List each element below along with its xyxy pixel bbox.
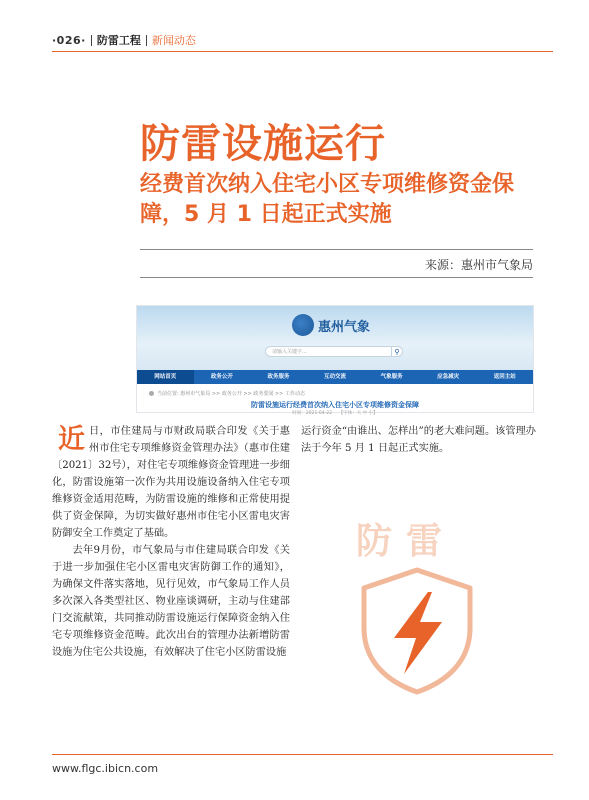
website-nav-item: 政务服务 (267, 374, 290, 380)
website-nav-item: 互动交流 (324, 374, 347, 380)
source-rule-bottom (140, 277, 533, 278)
watermark-text: 防雷 (356, 521, 457, 562)
body-paragraph-3: 运行资金“由谁出、怎样出”的老大难问题。该管理办法于今年 5 月 1 日起正式实施。 (301, 426, 536, 454)
footer-url: www.flgc.ibicn.com (52, 762, 159, 775)
website-logo-text: 惠州气象 (318, 319, 371, 335)
section-name: 新闻动态 (151, 34, 196, 47)
body-column-right (301, 423, 536, 457)
website-nav-item: 气象服务 (380, 374, 403, 380)
location-icon (149, 391, 154, 396)
header-divider (146, 35, 147, 46)
search-icon: ⚲ (391, 346, 403, 357)
article-title: 防雷设施运行 (140, 121, 386, 167)
lightning-shield-icon (358, 566, 476, 696)
body-paragraph-2: 去年9月份，市气象局与市住建局联合印发《关于进一步加强住宅小区雷电灾害防御工作的通知》，为确保文件落实落地，见行见效，市气象局工作人员多次深入各类型社区、物业座谈调研，主动与住建部门交流献策，共同推动防雷设施运行保障资金纳入住宅专项维修资金范畴。此次出台的管理办法新增防雷设施为住宅公共设施，有效解决了住宅小区防雷设施 (52, 545, 290, 658)
source-name: 惠州市气象局 (460, 258, 533, 272)
source-label: 来源： (424, 258, 461, 272)
website-nav-item: 网站首页 (137, 370, 194, 384)
website-screenshot (137, 306, 533, 416)
breadcrumb-text: 当前位置: 惠州市气象局 >> 政务公开 >> 政务要闻 >> 工作动态 (157, 391, 305, 397)
website-nav-item: 返回主站 (493, 374, 516, 380)
website-breadcrumb (149, 390, 305, 397)
drop-cap: 近 (58, 424, 85, 455)
header-rule (52, 51, 553, 52)
weather-logo-icon (292, 314, 314, 336)
website-logo (292, 314, 370, 336)
page-number: ·026· (52, 33, 86, 47)
article-subtitle: 经费首次纳入住宅小区专项维修资金保障，5 月 1 日起正式实施 (140, 172, 515, 227)
footer-rule (52, 754, 553, 755)
page-header (52, 32, 196, 48)
website-article-title: 防雷设施运行经费首次纳入住宅小区专项维修资金保障 (251, 401, 419, 409)
paragraph-1-text: 日，市住建局与市财政局联合印发《关于惠州市住宅专项维修资金管理办法》（惠市住建〔2021〕32号），对住宅专项维修资金管理进一步细化，防雷设施第一次作为共用设施设备纳入住宅专项维修资金适用范畴，为防雷设施的维修和正常使用提供了资金保障，为切实做好惠州市住宅小区雷电灾害防御安全工作奠定了基础。 (52, 426, 290, 539)
website-nav-bar (137, 370, 533, 384)
magazine-name: 防雷工程 (96, 34, 141, 47)
body-column-left (52, 423, 290, 661)
website-article-meta: 时间：2021-04-22 【字体：大 中 小】 (292, 411, 378, 416)
article-source (140, 256, 533, 273)
website-nav-item: 政务公开 (210, 374, 233, 380)
website-search-input: 请输入关键字... (265, 346, 395, 357)
source-rule-top (140, 249, 533, 250)
header-divider (91, 35, 92, 46)
body-paragraph-1 (52, 423, 290, 542)
website-nav-item: 应急减灾 (437, 374, 460, 380)
website-banner (137, 306, 533, 370)
